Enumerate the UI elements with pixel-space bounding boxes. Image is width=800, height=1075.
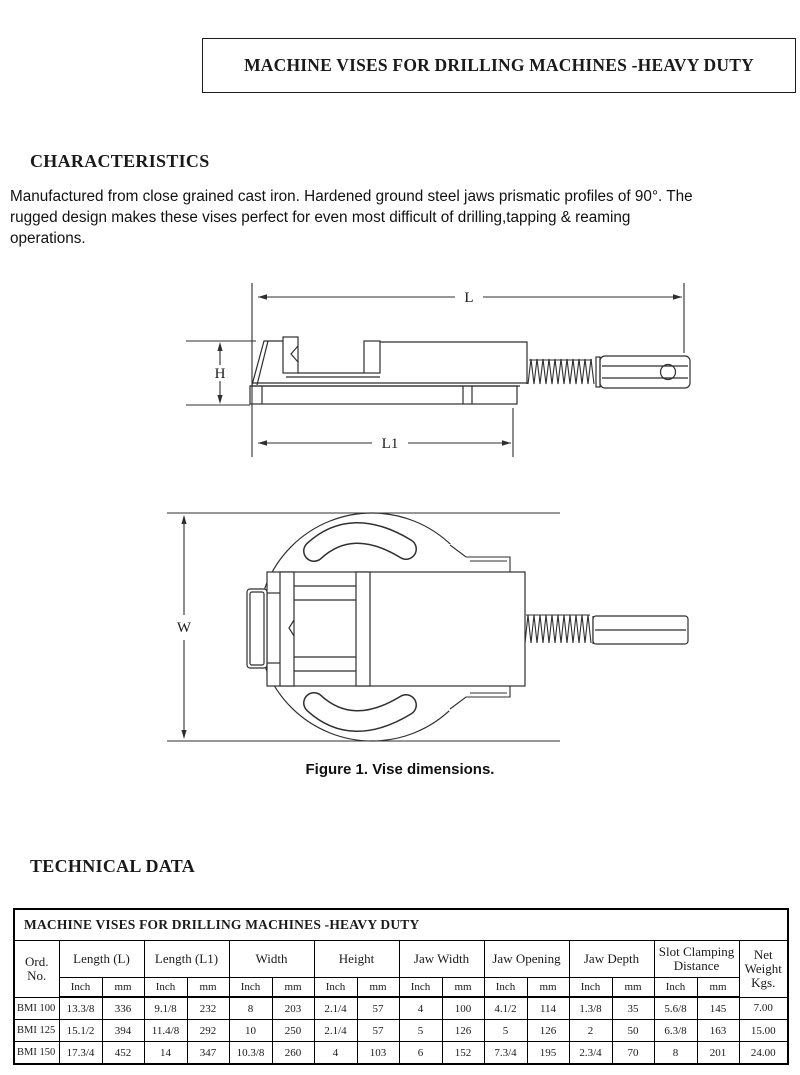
vise-top-body xyxy=(247,572,525,686)
table-cell: 7.00 xyxy=(739,997,788,1020)
table-cell: 250 xyxy=(272,1020,314,1042)
side-view-dimension-arrows xyxy=(214,294,682,446)
technical-data-table xyxy=(13,908,789,1065)
handle-hole xyxy=(661,365,676,380)
col-header-jaw-opening: Jaw Opening xyxy=(484,941,569,978)
dim-label-L: L xyxy=(464,290,474,306)
row-ord-no: BMI 100 xyxy=(14,997,59,1020)
table-cell: 17.3/4 xyxy=(59,1042,102,1065)
table-row xyxy=(14,997,788,1020)
table-cell: 8 xyxy=(654,1042,697,1065)
table-cell: 5.6/8 xyxy=(654,997,697,1020)
header-line: Net xyxy=(753,946,773,962)
table-cell: 114 xyxy=(527,997,569,1020)
table-cell: 6.3/8 xyxy=(654,1020,697,1042)
table-row xyxy=(14,1042,788,1065)
table-cell: 232 xyxy=(187,997,229,1020)
table-cell: 2 xyxy=(569,1020,612,1042)
table-cell: 163 xyxy=(697,1020,739,1042)
table-cell: 5 xyxy=(484,1020,527,1042)
table-cell: 10 xyxy=(229,1020,272,1042)
col-subheader-mm: mm xyxy=(612,978,654,998)
table-cell: 11.4/8 xyxy=(144,1020,187,1042)
table-cell: 347 xyxy=(187,1042,229,1065)
vise-side-outline xyxy=(250,337,527,404)
col-subheader-inch: Inch xyxy=(654,978,697,998)
row-ord-no: BMI 150 xyxy=(14,1042,59,1065)
table-cell: 15.00 xyxy=(739,1020,788,1042)
paragraph-line: rugged design makes these vises perfect for even most difficult of drilling,tapping & reaming xyxy=(10,209,631,226)
table-row xyxy=(14,1020,788,1042)
table-cell: 70 xyxy=(612,1042,654,1065)
table-cell: 195 xyxy=(527,1042,569,1065)
figure-caption: Figure 1. Vise dimensions. xyxy=(305,761,495,778)
table-cell: 4 xyxy=(399,997,442,1020)
col-subheader-mm: mm xyxy=(697,978,739,998)
table-cell: 203 xyxy=(272,997,314,1020)
col-header-length-l1: Length (L1) xyxy=(144,941,229,978)
col-header-net-weight xyxy=(739,941,788,998)
table-cell: 2.1/4 xyxy=(314,1020,357,1042)
col-header-height: Height xyxy=(314,941,399,978)
table-cell: 50 xyxy=(612,1020,654,1042)
table-cell: 394 xyxy=(102,1020,144,1042)
col-header-ord-no xyxy=(14,941,59,998)
col-subheader-inch: Inch xyxy=(229,978,272,998)
table-cell: 1.3/8 xyxy=(569,997,612,1020)
table-cell: 2.1/4 xyxy=(314,997,357,1020)
header-line: No. xyxy=(27,967,47,983)
screw-handle-top xyxy=(593,616,688,644)
table-cell: 100 xyxy=(442,997,484,1020)
table-cell: 292 xyxy=(187,1020,229,1042)
col-subheader-inch: Inch xyxy=(569,978,612,998)
dim-label-H: H xyxy=(214,366,226,382)
table-cell: 9.1/8 xyxy=(144,997,187,1020)
table-cell: 15.1/2 xyxy=(59,1020,102,1042)
col-subheader-mm: mm xyxy=(102,978,144,998)
side-view-drawing xyxy=(180,273,710,465)
col-header-jaw-depth: Jaw Depth xyxy=(569,941,654,978)
col-subheader-inch: Inch xyxy=(144,978,187,998)
table-cell: 145 xyxy=(697,997,739,1020)
lead-screw-thread-top xyxy=(525,615,591,643)
table-subheader-row xyxy=(14,978,788,998)
table-cell: 8 xyxy=(229,997,272,1020)
table-cell: 126 xyxy=(442,1020,484,1042)
table-title-row xyxy=(14,909,788,941)
col-header-slot-clamping-distance: Slot Clamping Distance xyxy=(654,941,739,978)
table-cell: 4 xyxy=(314,1042,357,1065)
col-subheader-mm: mm xyxy=(527,978,569,998)
col-header-width: Width xyxy=(229,941,314,978)
row-ord-no: BMI 125 xyxy=(14,1020,59,1042)
table-cell: 4.1/2 xyxy=(484,997,527,1020)
dim-label-W: W xyxy=(176,620,192,636)
table-cell: 336 xyxy=(102,997,144,1020)
col-subheader-mm: mm xyxy=(442,978,484,998)
table-cell: 5 xyxy=(399,1020,442,1042)
col-header-jaw-width: Jaw Width xyxy=(399,941,484,978)
table-cell: 452 xyxy=(102,1042,144,1065)
table-cell: 13.3/8 xyxy=(59,997,102,1020)
table-cell: 35 xyxy=(612,997,654,1020)
col-subheader-inch: Inch xyxy=(484,978,527,998)
table-cell: 24.00 xyxy=(739,1042,788,1065)
header-line: Kgs. xyxy=(751,974,776,990)
col-subheader-mm: mm xyxy=(272,978,314,998)
table-cell: 103 xyxy=(357,1042,399,1065)
table-cell: 57 xyxy=(357,1020,399,1042)
table-title: MACHINE VISES FOR DRILLING MACHINES -HEAVY DUTY xyxy=(14,909,788,941)
col-subheader-inch: Inch xyxy=(59,978,102,998)
col-subheader-inch: Inch xyxy=(314,978,357,998)
dim-label-L1: L1 xyxy=(381,436,399,452)
table-cell: 10.3/8 xyxy=(229,1042,272,1065)
col-subheader-mm: mm xyxy=(357,978,399,998)
lead-screw-thread xyxy=(528,359,594,384)
table-cell: 126 xyxy=(527,1020,569,1042)
paragraph-line: operations. xyxy=(10,230,86,247)
top-view-drawing xyxy=(150,495,710,767)
table-cell: 260 xyxy=(272,1042,314,1065)
screw-handle xyxy=(596,356,690,388)
table-cell: 6 xyxy=(399,1042,442,1065)
characteristics-paragraph xyxy=(10,186,795,249)
table-cell: 14 xyxy=(144,1042,187,1065)
table-cell: 57 xyxy=(357,997,399,1020)
table-group-header-row xyxy=(14,941,788,978)
header-line: Weight xyxy=(744,960,782,976)
technical-data-heading: TECHNICAL DATA xyxy=(30,856,196,876)
table-cell: 201 xyxy=(697,1042,739,1065)
table-cell: 152 xyxy=(442,1042,484,1065)
document-title: MACHINE VISES FOR DRILLING MACHINES -HEAVY DUTY xyxy=(244,55,754,75)
paragraph-line: Manufactured from close grained cast iron. Hardened ground steel jaws prismatic profiles of 90°. The xyxy=(10,188,693,205)
col-subheader-inch: Inch xyxy=(399,978,442,998)
col-subheader-mm: mm xyxy=(187,978,229,998)
characteristics-heading: CHARACTERISTICS xyxy=(30,151,210,171)
table-cell: 7.3/4 xyxy=(484,1042,527,1065)
document-title-box xyxy=(202,38,796,93)
table-cell: 2.3/4 xyxy=(569,1042,612,1065)
col-header-length-l: Length (L) xyxy=(59,941,144,978)
header-line: Ord. xyxy=(25,953,49,969)
